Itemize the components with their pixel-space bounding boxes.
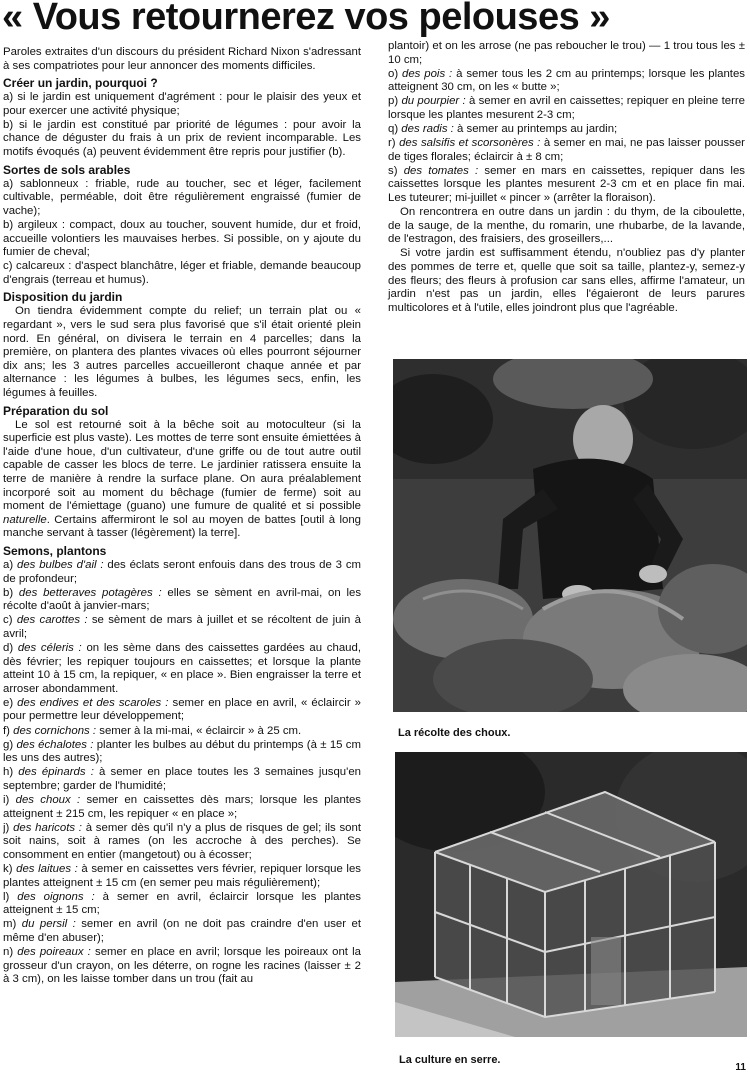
- item-vegetable: des radis :: [401, 123, 454, 136]
- item-letter: o): [388, 67, 403, 80]
- item-letter: n): [3, 946, 18, 959]
- item-letter: q): [388, 123, 402, 136]
- item-letter: p): [388, 95, 402, 108]
- section-heading-sowing: Semons, plantons: [3, 543, 107, 558]
- item-vegetable: des endives et des scaroles :: [17, 696, 169, 709]
- item-vegetable: des laitues :: [16, 862, 78, 875]
- item-vegetable: des cornichons :: [13, 724, 97, 737]
- item-text: semer en caissettes dès mars; lorsque les plantes atteignent ± 215 cm, les repiquer « en place »;: [3, 794, 361, 820]
- item-letter: b): [3, 586, 19, 599]
- leeks-continuation: plantoir) et on les arrose (ne pas reboucher le trou) — 1 trou tous les ± 10 cm;: [388, 40, 745, 66]
- item-letter: g): [3, 738, 17, 751]
- sowing-item: [388, 165, 745, 206]
- sowing-item: [3, 822, 361, 863]
- section-heading-layout: Disposition du jardin: [3, 290, 123, 305]
- intro-paragraph: Paroles extraites d'un discours du président Richard Nixon s'adressant à ses compatriotes pour leur annoncer des moments difficiles.: [3, 46, 361, 72]
- item-letter: h): [3, 766, 19, 779]
- cabbage-photo-illustration: [393, 359, 747, 712]
- item-text: on les sème dans des caissettes gardées au chaud, dès février; les repiquer toujours en caissettes; et lorsque la plante atteint 10 à 15 cm, la repiquer, « en place ». Bien engraisser la terre et arroser abondamment.: [3, 641, 361, 695]
- page-number: 11: [735, 1062, 746, 1073]
- item-vegetable: des céleris :: [17, 641, 82, 654]
- page-title: « Vous retournerez vos pelouses »: [2, 0, 610, 38]
- sowing-item: [3, 642, 361, 696]
- item-vegetable: du persil :: [21, 918, 76, 931]
- item-letter: i): [3, 794, 16, 806]
- item-vegetable: des pois :: [402, 67, 453, 80]
- item-text: se sèment de mars à juillet et se récoltent de juin à avril;: [3, 614, 361, 640]
- left-column: [3, 46, 361, 1070]
- item-letter: s): [388, 164, 404, 177]
- sowing-item: [388, 137, 745, 164]
- item-vegetable: des poireaux :: [17, 946, 91, 959]
- item-text: semer à la mi-mai, « éclaircir » à 25 cm.: [96, 724, 302, 737]
- sowing-item: [3, 697, 361, 724]
- greenhouse-photo-illustration: [395, 752, 747, 1037]
- item-text: des éclats seront enfouis dans des trous de 3 cm de profondeur;: [3, 558, 361, 585]
- sowing-item: [388, 95, 745, 122]
- item-letter: f): [3, 724, 14, 737]
- item-vegetable: des échalotes :: [16, 738, 94, 751]
- item-text: à semer au printemps au jardin;: [453, 123, 618, 136]
- soil-prep-text-end: . Certains affermiront le sol au moyen de battes [outil à long manche servant à tasser (légèrement) la terre].: [3, 513, 361, 540]
- sowing-item: [3, 725, 361, 739]
- sowing-item: [3, 614, 361, 641]
- layout-paragraph: On tiendra évidemment compte du relief; un terrain plat ou « regardant », vers le sud sera plus favorisé que s'il était orienté plein nord. En général, on divisera le terrain en 4 parcelles; dans la première, on plantera des plantes vivaces où elles pourront séjourner dix ans; les 3 autres parcelles accueilleront chaque année et par alternance : les légumes à bulbes, les légumes secs, enfin, les légumes à feuilles.: [3, 305, 361, 399]
- item-text: semer en place en avril; lorsque les poireaux ont la grosseur d'un crayon, on les déterre, on rogne les racines (laisser ± 2 à 3 cm), on les laisse tomber dans un trou (fait au: [3, 946, 361, 986]
- item-vegetable: des choux :: [15, 794, 81, 806]
- item-text: à semer dès qu'il n'y a plus de risques de gel; ils sont soit nains, soit à rames (on les accroche à des perches). Se consomment en entier (mangetout) ou à écosser;: [3, 821, 361, 861]
- item-text: à semer tous les 2 cm au printemps; lorsque les plantes atteignent 30 cm, on les « butte »;: [388, 67, 745, 94]
- item-text: semer en place en avril, « éclaircir » pour permettre leur développement;: [3, 696, 361, 723]
- item-text: à semer en mai, ne pas laisser pousser de tiges florales; éclaircir à ± 8 cm;: [388, 137, 745, 163]
- item-letter: a): [3, 558, 17, 571]
- item-letter: c): [3, 614, 17, 627]
- sowing-item: [388, 123, 745, 137]
- sowing-item: [3, 766, 361, 793]
- soil-item-b: b) argileux : compact, doux au toucher, souvent humide, dur et froid, accueille volontiers les mauvaises herbes. Si possible, on y ajoute du fumier de cheval;: [3, 218, 361, 259]
- section-heading-soils: Sortes de sols arables: [3, 162, 131, 177]
- item-letter: e): [3, 696, 18, 709]
- sowing-item: [3, 946, 361, 987]
- item-letter: r): [388, 137, 400, 150]
- soil-item-c: c) calcareux : d'aspect blanchâtre, léger et friable, demande beaucoup d'engrais (terreau et humus).: [3, 260, 361, 286]
- item-vegetable: des salsifis et scorsonères :: [399, 137, 541, 150]
- item-letter: l): [3, 890, 18, 903]
- item-vegetable: du pourpier :: [401, 95, 466, 108]
- sowing-item: [3, 794, 361, 821]
- item-vegetable: des épinards :: [18, 766, 94, 779]
- item-text: semer en avril (on ne doit pas craindre d'en user et même d'en abuser);: [3, 918, 361, 944]
- sowing-item: [3, 739, 361, 766]
- sowing-item: [3, 863, 361, 890]
- sowing-item: [3, 559, 361, 586]
- sowing-item: [3, 891, 361, 918]
- greenhouse-photo: [395, 752, 747, 1037]
- item-letter: k): [3, 862, 17, 875]
- soil-prep-text-start: Le sol est retourné soit à la bêche soit au motoculteur (si la superficie est plus vaste). Les mottes de terre sont ensuite émiettées à l'aide d'une houe, d'un cultivateur, d'une griffe ou de tout autre outil capable de casser les blocs de terre. Le jardinier ratissera ensuite la terre de manière à rendre la surface plane. On aura préalablement incorporé soit au moment du bêchage (fumier de ferme) soit au moment de l'émiettage (guano) une fumure de qualité et si possible: [3, 418, 361, 513]
- why-item-b: b) si le jardin est constitué par priorité de légumes : pour avoir la chance de déguster du frais à un prix de revient incomparable. Les motifs évoqués (a) peuvent évidemment être repris pour justifier (b).: [3, 118, 361, 159]
- item-text: planter les bulbes au début du printemps (à ± 15 cm les uns des autres);: [3, 738, 361, 765]
- why-item-a: a) si le jardin est uniquement d'agrément : pour le plaisir des yeux et pour exercer une activité physique;: [3, 91, 361, 117]
- soil-prep-paragraph: [3, 419, 361, 541]
- section-heading-why: Créer un jardin, pourquoi ?: [3, 76, 158, 91]
- sowing-item: [3, 587, 361, 614]
- item-text: à semer en avril, éclaircir lorsque les plantes atteignent ± 15 cm;: [3, 890, 361, 917]
- item-text: elles se sèment en avril-mai, on les récolte d'août à janvier-mars;: [3, 586, 361, 613]
- soil-item-a: a) sablonneux : friable, rude au toucher, sec et léger, facilement cultivable, perméable, doit être régulièrement engraissé (fumier de vache);: [3, 177, 361, 217]
- right-column: [388, 40, 745, 316]
- item-text: à semer en avril en caissettes; repiquer en pleine terre lorsque les plantes mesurent 2-3 cm;: [388, 95, 745, 121]
- sowing-item: [388, 68, 745, 95]
- item-vegetable: des betteraves potagères :: [18, 586, 162, 599]
- item-letter: d): [3, 641, 18, 654]
- item-letter: j): [3, 821, 14, 834]
- section-heading-soil-prep: Préparation du sol: [3, 403, 109, 418]
- item-vegetable: des haricots :: [13, 821, 82, 834]
- item-text: semer en mars en caissettes, repiquer dans les caissettes lorsque les plantes mesurent 2-3 cm et en place fin mai. Les tuteurer; mi-juillet « pincer » (arrêter la floraison).: [388, 164, 745, 205]
- item-text: à semer en caissettes vers février, repiquer lorsque les plantes atteignent ± 15 cm (en semer peu mais régulièrement);: [3, 862, 361, 889]
- closing-paragraph: Si votre jardin est suffisamment étendu, n'oubliez pas d'y planter des pommes de terre et, quelle que soit sa taille, plantez-y, semez-y des fleurs; des fleurs à profusion car sans elles, affirme l'amateur, un jardin n'est pas un jardin, elles l'égaieront de leurs parures multicolores et à l'utile, elles joindront plus que l'agréable.: [388, 247, 745, 314]
- item-vegetable: des carottes :: [16, 614, 88, 627]
- greenhouse-photo-caption: La culture en serre.: [399, 1054, 501, 1066]
- cabbage-harvest-photo: [393, 359, 747, 712]
- item-vegetable: des bulbes d'ail :: [16, 558, 104, 571]
- item-vegetable: des tomates :: [403, 164, 479, 177]
- item-text: à semer en place toutes les 3 semaines jusqu'en septembre; garder de l'humidité;: [3, 766, 361, 792]
- item-vegetable: des oignons :: [17, 890, 95, 903]
- soil-prep-text-italic: naturelle: [3, 513, 47, 526]
- item-letter: m): [3, 918, 22, 931]
- cabbage-photo-caption: La récolte des choux.: [398, 727, 511, 739]
- herbs-paragraph: On rencontrera en outre dans un jardin : du thym, de la ciboulette, de la sauge, de la menthe, du romarin, une rhubarbe, de la lavande, de l'estragon, des fraisiers, des groseillers,...: [388, 206, 745, 246]
- sowing-item: [3, 918, 361, 945]
